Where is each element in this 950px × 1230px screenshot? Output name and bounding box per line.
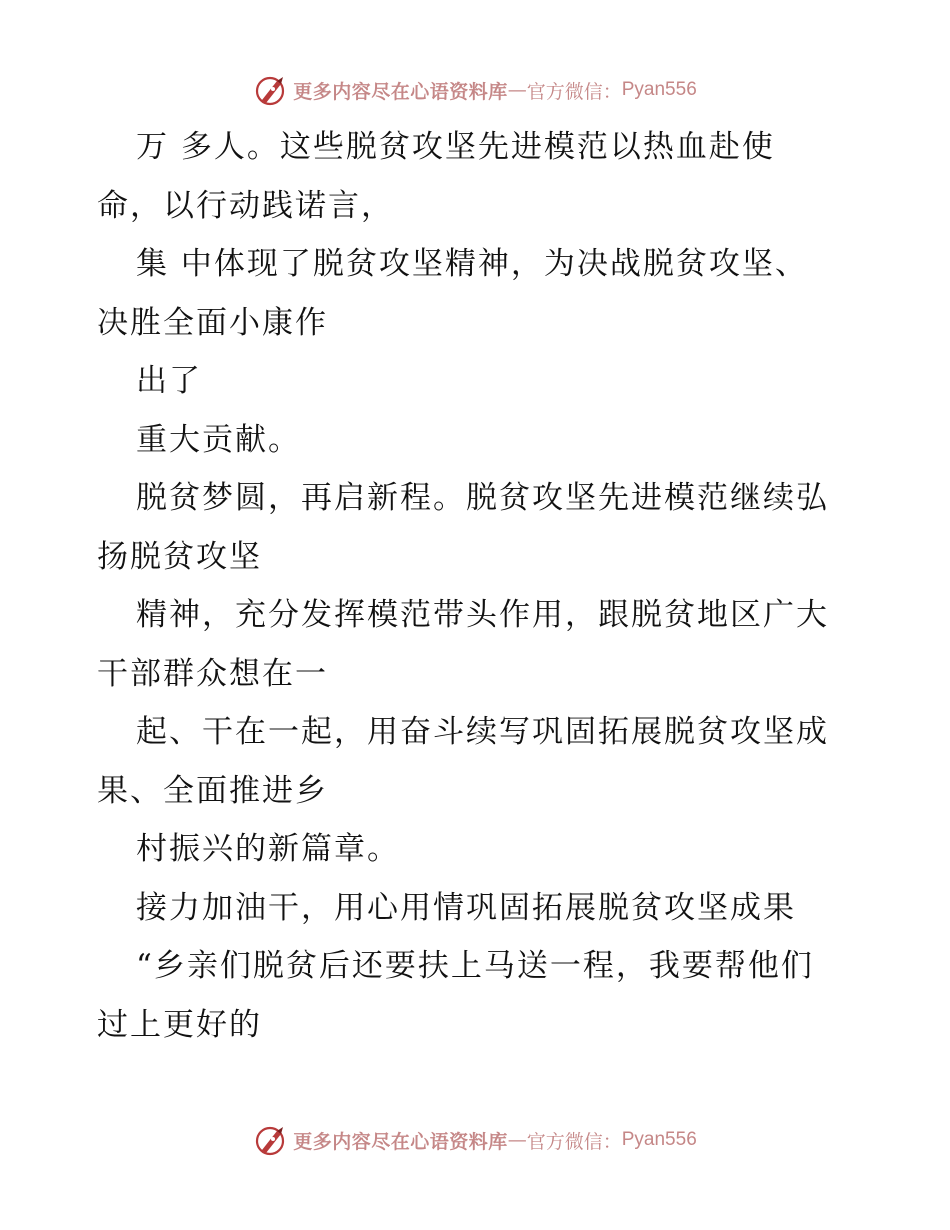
footer-banner	[0, 1120, 950, 1160]
footer-separator: —	[507, 1129, 527, 1151]
text-line: 起、干在一起，用奋斗续写巩固拓展脱贫攻坚成	[136, 714, 829, 750]
text-line: 脱贫梦圆，再启新程。脱贫攻坚先进模范继续弘	[136, 480, 829, 516]
text-line: 村振兴的新篇章。	[136, 831, 400, 867]
text-line: 接力加油干，用心用情巩固拓展脱贫攻坚成果	[136, 889, 796, 926]
text-line: 扬脱贫攻坚	[97, 538, 262, 575]
text-line: 干部群众想在一	[97, 655, 328, 692]
text-line: 精神，充分发挥模范带头作用，跟脱贫地区广大	[136, 597, 829, 633]
text-line: 过上更好的	[97, 1006, 262, 1043]
header-banner	[0, 70, 950, 110]
text-line: 出了	[136, 363, 202, 399]
text-line: 命，以行动践诺言，	[97, 187, 394, 224]
footer-brand: 更多内容尽在心语资料库	[293, 1130, 508, 1153]
header-separator: —	[507, 79, 527, 101]
header-wechat-label: 官方微信：	[526, 80, 622, 103]
document-body	[97, 118, 857, 1054]
text-line: 集 中体现了脱贫攻坚精神，为决战脱贫攻坚、	[136, 246, 808, 282]
pen-nib-logo-icon	[253, 72, 289, 108]
text-line: 果、全面推进乡	[97, 772, 328, 809]
text-line: “乡亲们脱贫后还要扶上马送一程，我要帮他们	[136, 948, 814, 984]
header-brand: 更多内容尽在心语资料库	[293, 80, 508, 103]
text-line: 重大贡献。	[136, 421, 301, 458]
footer-wechat-id: Pyan556	[621, 1129, 697, 1150]
header-wechat-id: Pyan556	[621, 79, 697, 100]
footer-wechat-label: 官方微信：	[526, 1130, 622, 1153]
pen-nib-logo-icon	[253, 1122, 289, 1158]
text-line: 万 多人。这些脱贫攻坚先进模范以热血赴使	[136, 129, 775, 165]
text-line: 决胜全面小康作	[97, 304, 328, 341]
